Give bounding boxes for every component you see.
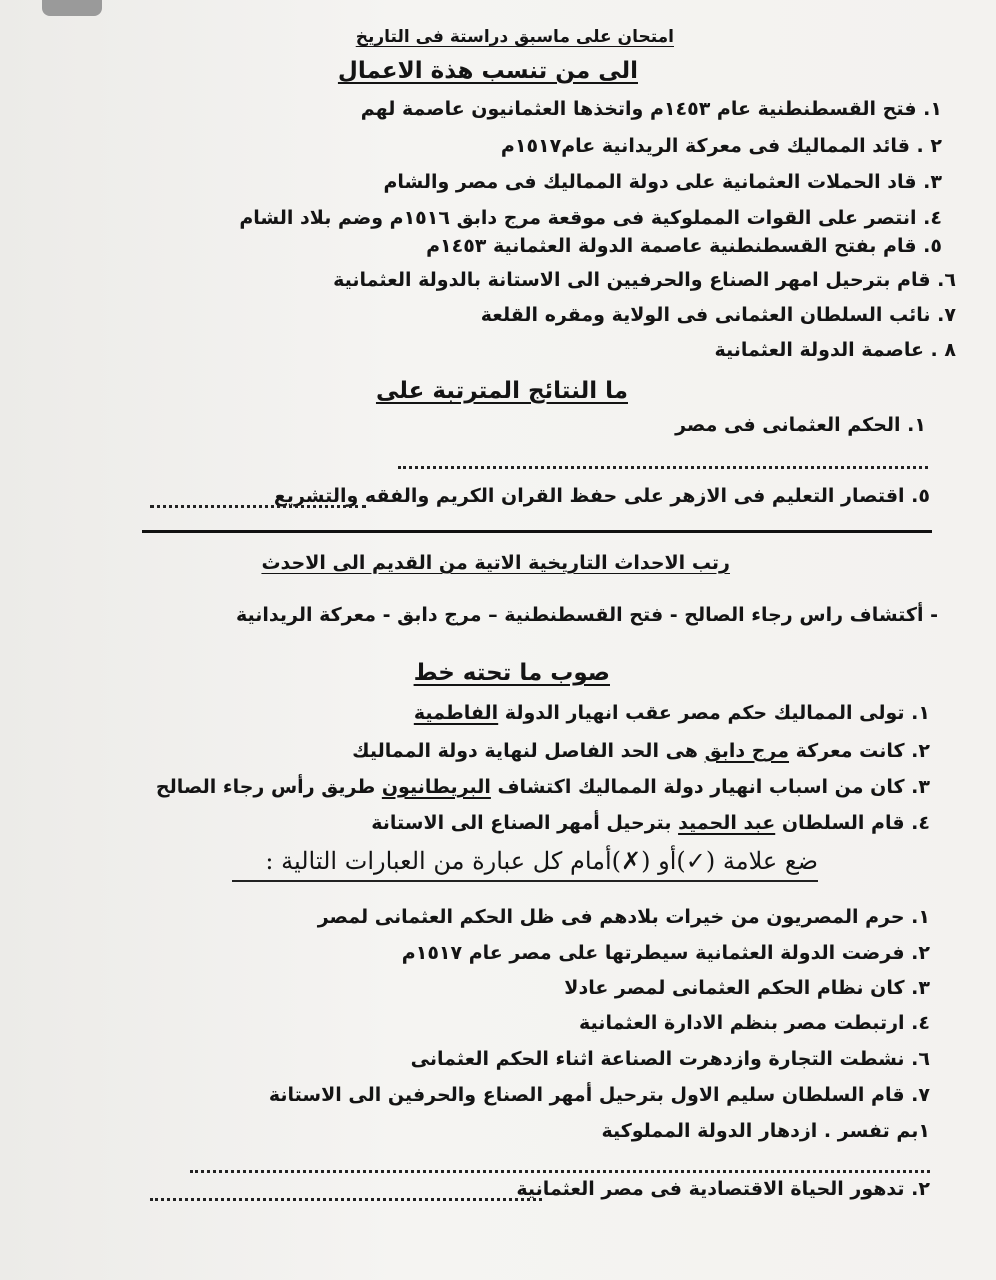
- list-item: ٣. كان نظام الحكم العثمانى لمصر عادلا: [564, 977, 930, 999]
- underlined-word: البريطانيون: [381, 776, 491, 798]
- answer-line: [150, 1198, 542, 1201]
- list-item: ١. فتح القسطنطنية عام ١٤٥٣م واتخذها العثمانيون عاصمة لهم: [360, 98, 942, 120]
- list-item: ٧. قام السلطان سليم الاول بترحيل أمهر الصناع والحرفين الى الاستانة: [268, 1084, 930, 1106]
- list-item: ٧. نائب السلطان العثمانى فى الولاية ومقره القلعة: [480, 304, 956, 326]
- answer-line: [150, 505, 366, 508]
- list-item: ٤. قام السلطان عبد الحميد بترحيل أمهر الصناع الى الاستانة: [371, 812, 930, 834]
- list-item: ٥. اقتصار التعليم فى الازهر على حفظ القران الكريم والفقه والتشريع: [273, 485, 930, 507]
- list-item: ١. الحكم العثمانى فى مصر: [675, 414, 926, 436]
- list-item: ٦. نشطت التجارة وازدهرت الصناعة اثناء الحكم العثمانى: [410, 1048, 930, 1070]
- list-item: ٦. قام بترحيل امهر الصناع والحرفيين الى الاستانة بالدولة العثمانية: [333, 269, 956, 291]
- section-4-title: صوب ما تحته خط: [413, 660, 610, 686]
- exam-title: امتحان على ماسبق دراستة فى التاريخ: [355, 27, 674, 47]
- section-5-title: ضع علامة (✓)أو (✗)أمام كل عبارة من العبارات التالية :: [265, 847, 818, 875]
- list-item: ١. تولى المماليك حكم مصر عقب انهيار الدولة الفاطمية: [413, 702, 930, 724]
- explain-item: ١بم تفسر . ازدهار الدولة المملوكية: [601, 1120, 930, 1142]
- section-3-title: رتب الاحداث التاريخية الاتية من القديم الى الاحدث: [261, 552, 730, 574]
- list-item: ٤. انتصر على القوات المملوكية فى موقعة مرج دابق ١٥١٦م وضم بلاد الشام: [239, 207, 942, 229]
- list-item: ٢ . قائد المماليك فى معركة الريدانية عام١٥١٧م: [500, 135, 942, 157]
- section-2-title: ما النتائج المترتبة على: [375, 378, 628, 404]
- list-item: ٣. قاد الحملات العثمانية على دولة المماليك فى مصر والشام: [383, 171, 942, 193]
- underlined-word: مرج دابق: [704, 740, 790, 762]
- list-item: ٥. قام بفتح القسطنطنية عاصمة الدولة العثمانية ١٤٥٣م: [426, 235, 942, 257]
- answer-line: [190, 1170, 930, 1173]
- list-item: ٨ . عاصمة الدولة العثمانية: [714, 339, 956, 361]
- section-divider: [142, 530, 932, 533]
- list-item: ٣. كان من اسباب انهيار دولة المماليك اكتشاف البريطانيون طريق رأس رجاء الصالح: [155, 776, 930, 798]
- scan-corner-tab: [42, 0, 102, 16]
- answer-line: [398, 466, 928, 469]
- list-item: ٢. كانت معركة مرج دابق هى الحد الفاصل لنهاية دولة المماليك: [352, 740, 930, 762]
- section-1-title: الى من تنسب هذة الاعمال: [337, 58, 638, 84]
- list-item: ٤. ارتبطت مصر بنظم الادارة العثمانية: [579, 1012, 930, 1034]
- ordering-events: - أكتشاف راس رجاء الصالح - فتح القسطنطنية – مرج دابق - معركة الريدانية: [235, 604, 938, 626]
- explain-item: ٢. تدهور الحياة الاقتصادية فى مصر العثمانية: [516, 1178, 930, 1200]
- list-item: ٢. فرضت الدولة العثمانية سيطرتها على مصر عام ١٥١٧م: [401, 942, 930, 964]
- list-item: ١. حرم المصريون من خيرات بلادهم فى ظل الحكم العثمانى لمصر: [317, 906, 930, 928]
- title-underline: [232, 880, 818, 882]
- underlined-word: عبد الحميد: [678, 812, 776, 834]
- underlined-word: الفاطمية: [413, 702, 499, 724]
